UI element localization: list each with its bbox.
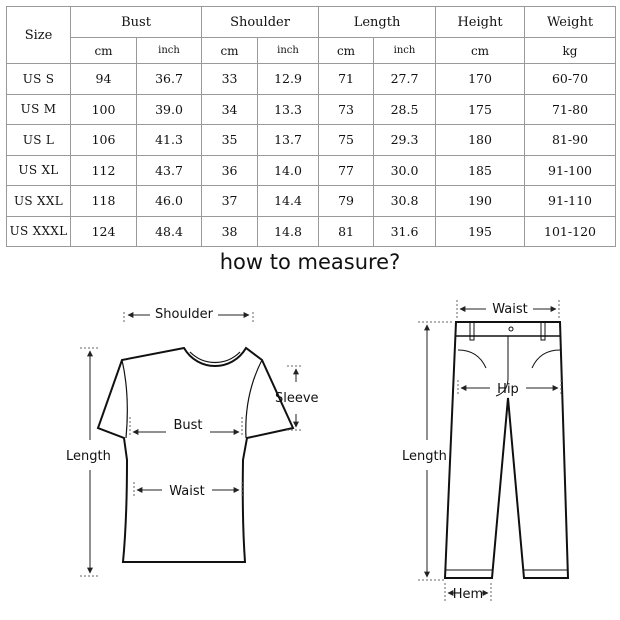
pocket-left	[458, 350, 486, 368]
unit-cell: cm	[202, 38, 258, 64]
unit-cell: inch	[258, 38, 319, 64]
length-header: Length	[319, 7, 436, 38]
unit-cell: kg	[525, 38, 616, 64]
value-cell: 43.7	[137, 155, 202, 186]
value-cell: 118	[71, 186, 137, 217]
value-cell: 60-70	[525, 64, 616, 95]
pocket-right	[532, 350, 560, 368]
value-cell: 195	[436, 216, 525, 247]
size-cell: US L	[7, 125, 71, 156]
value-cell: 77	[319, 155, 374, 186]
value-cell: 180	[436, 125, 525, 156]
value-cell: 31.6	[374, 216, 436, 247]
value-cell: 36.7	[137, 64, 202, 95]
value-cell: 81-90	[525, 125, 616, 156]
value-cell: 27.7	[374, 64, 436, 95]
value-cell: 112	[71, 155, 137, 186]
value-cell: 48.4	[137, 216, 202, 247]
unit-cell: inch	[137, 38, 202, 64]
value-cell: 101-120	[525, 216, 616, 247]
value-cell: 29.3	[374, 125, 436, 156]
value-cell: 185	[436, 155, 525, 186]
value-cell: 38	[202, 216, 258, 247]
weight-header: Weight	[525, 7, 616, 38]
shirt-shoulder-label: Shoulder	[155, 307, 213, 322]
shirt-waist-label: Waist	[169, 484, 205, 499]
pants-hip-label: Hip	[497, 382, 519, 397]
size-cell: US XXXL	[7, 216, 71, 247]
value-cell: 30.0	[374, 155, 436, 186]
belt-loop	[470, 322, 474, 340]
value-cell: 100	[71, 94, 137, 125]
value-cell: 33	[202, 64, 258, 95]
value-cell: 37	[202, 186, 258, 217]
how-to-measure-title: how to measure?	[219, 250, 401, 274]
bust-header: Bust	[71, 7, 202, 38]
size-cell: US S	[7, 64, 71, 95]
value-cell: 46.0	[137, 186, 202, 217]
tshirt-sleeve-seam-left	[122, 360, 127, 438]
unit-cell: cm	[436, 38, 525, 64]
shirt-length-label: Length	[66, 449, 111, 464]
size-cell: US M	[7, 94, 71, 125]
pants-diagram	[402, 300, 568, 602]
belt-loop	[541, 322, 545, 340]
value-cell: 124	[71, 216, 137, 247]
size-header: Size	[7, 7, 71, 64]
value-cell: 71-80	[525, 94, 616, 125]
value-cell: 91-110	[525, 186, 616, 217]
value-cell: 34	[202, 94, 258, 125]
unit-cell: cm	[71, 38, 137, 64]
value-cell: 13.7	[258, 125, 319, 156]
value-cell: 175	[436, 94, 525, 125]
value-cell: 14.8	[258, 216, 319, 247]
tshirt-outline	[98, 348, 293, 562]
shirt-bust-label: Bust	[173, 418, 203, 433]
value-cell: 36	[202, 155, 258, 186]
value-cell: 39.0	[137, 94, 202, 125]
pants-hem-label: Hem	[452, 587, 484, 602]
value-cell: 35	[202, 125, 258, 156]
value-cell: 94	[71, 64, 137, 95]
value-cell: 14.0	[258, 155, 319, 186]
value-cell: 106	[71, 125, 137, 156]
value-cell: 81	[319, 216, 374, 247]
value-cell: 190	[436, 186, 525, 217]
value-cell: 170	[436, 64, 525, 95]
pants-waist-label: Waist	[492, 302, 528, 317]
value-cell: 13.3	[258, 94, 319, 125]
value-cell: 14.4	[258, 186, 319, 217]
value-cell: 75	[319, 125, 374, 156]
value-cell: 12.9	[258, 64, 319, 95]
shirt-sleeve-label: Sleeve	[275, 391, 319, 406]
unit-cell: inch	[374, 38, 436, 64]
size-cell: US XL	[7, 155, 71, 186]
value-cell: 79	[319, 186, 374, 217]
value-cell: 30.8	[374, 186, 436, 217]
shoulder-header: Shoulder	[202, 7, 319, 38]
pants-outline	[445, 322, 568, 578]
value-cell: 41.3	[137, 125, 202, 156]
size-cell: US XXL	[7, 186, 71, 217]
value-cell: 28.5	[374, 94, 436, 125]
height-header: Height	[436, 7, 525, 38]
value-cell: 73	[319, 94, 374, 125]
value-cell: 91-100	[525, 155, 616, 186]
pants-button	[509, 327, 513, 331]
pants-length-label: Length	[402, 449, 447, 464]
tshirt-sleeve-seam-right	[246, 360, 262, 438]
unit-cell: cm	[319, 38, 374, 64]
tshirt-diagram	[66, 307, 319, 576]
value-cell: 71	[319, 64, 374, 95]
